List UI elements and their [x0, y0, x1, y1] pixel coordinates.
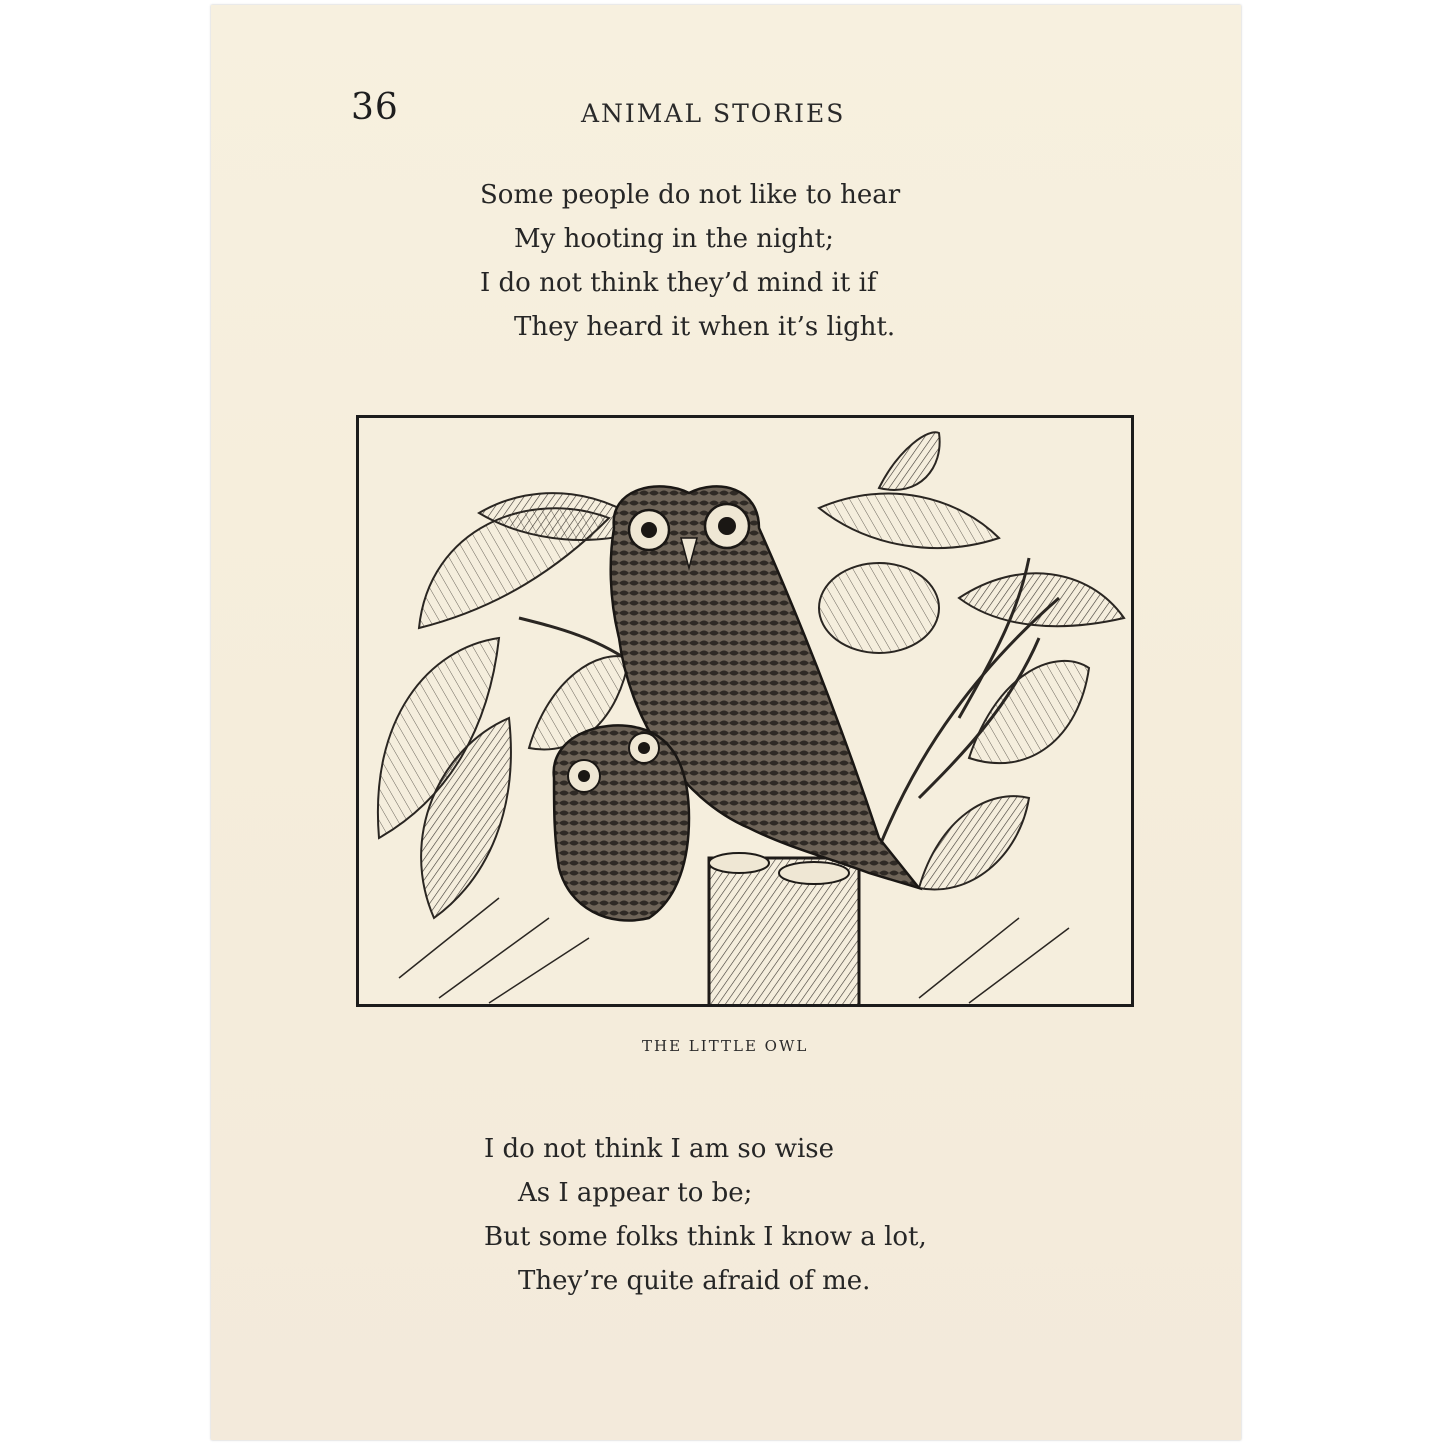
book-page: [211, 5, 1241, 1440]
page-number: 36: [351, 87, 399, 128]
illustration-caption: THE LITTLE OWL: [642, 1037, 809, 1055]
stanza-line: I do not think I am so wise: [484, 1134, 834, 1164]
stanza-line: Some people do not like to hear: [480, 180, 901, 210]
owl-illustration: [356, 415, 1134, 1007]
running-title: ANIMAL STORIES: [581, 99, 846, 128]
stanza-line: My hooting in the night;: [514, 224, 834, 254]
tree-stump: [709, 853, 859, 1004]
stanza-2: [484, 1127, 927, 1303]
stanza-line: But some folks think I know a lot,: [484, 1222, 927, 1252]
stanza-line: As I appear to be;: [518, 1178, 753, 1208]
owl-small: [554, 725, 689, 920]
owl-engraving: [359, 418, 1131, 1004]
stanza-1: [480, 173, 900, 349]
stanza-line: They’re quite afraid of me.: [518, 1266, 871, 1296]
stanza-line: I do not think they’d mind it if: [480, 268, 877, 298]
stanza-line: They heard it when it’s light.: [514, 312, 896, 342]
